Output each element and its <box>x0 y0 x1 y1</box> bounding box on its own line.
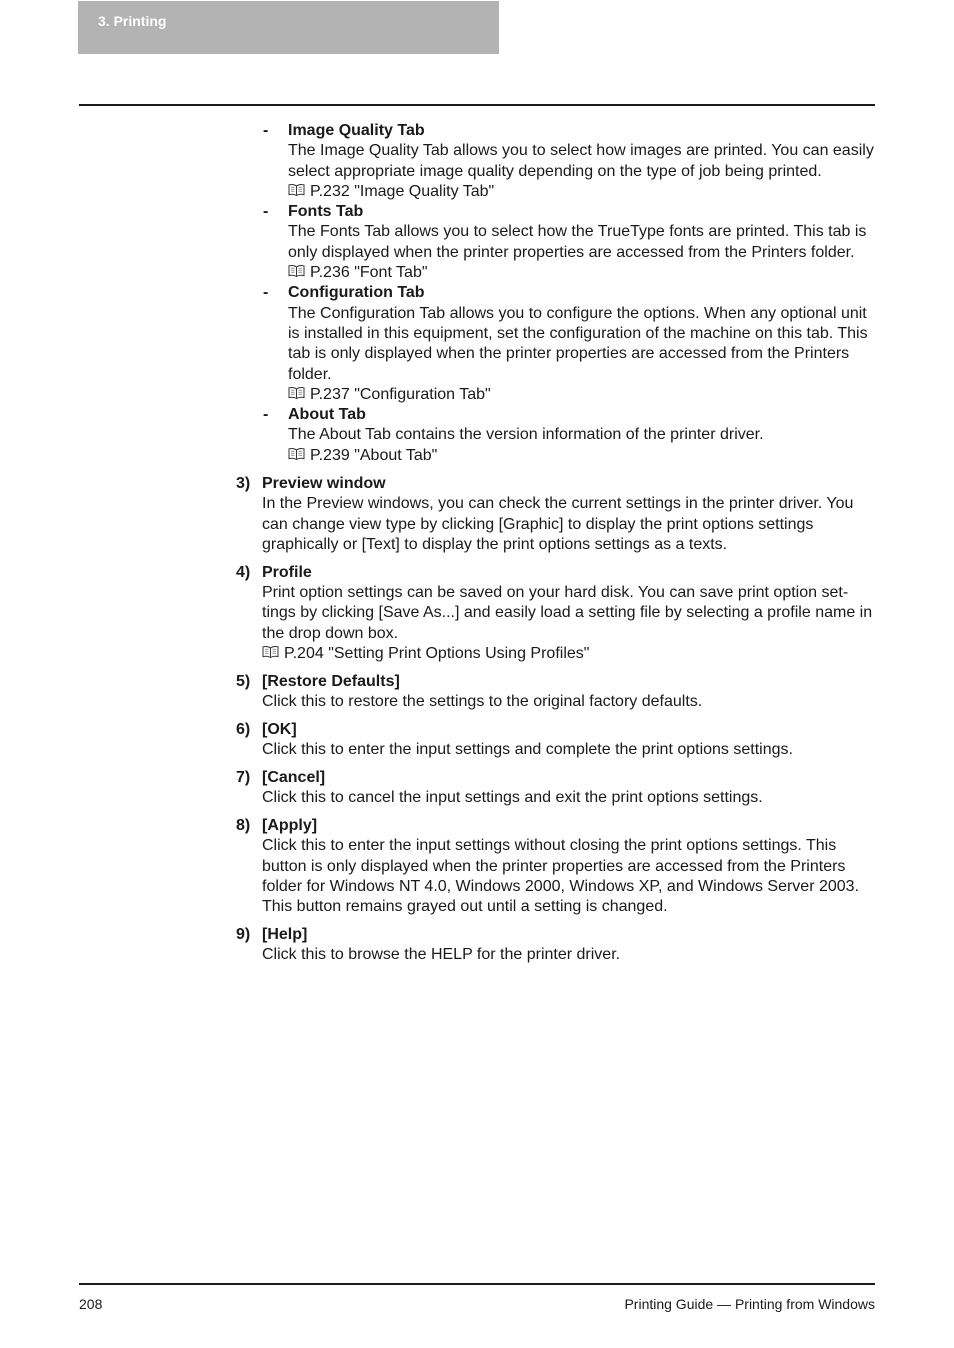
chapter-header-tab <box>78 1 499 54</box>
list-dash: - <box>263 203 269 221</box>
tab-item-about <box>262 405 874 466</box>
page-reference-text: P.237 "Configuration Tab" <box>310 385 491 403</box>
item-cancel <box>236 768 874 809</box>
item-help <box>236 925 874 966</box>
header-rule <box>79 104 875 106</box>
list-dash: - <box>263 284 269 302</box>
main-content <box>0 121 954 966</box>
page-reference[interactable] <box>288 446 874 466</box>
item-title: [Apply] <box>262 817 318 834</box>
item-profile <box>236 563 874 664</box>
page-reference-text: P.232 "Image Quality Tab" <box>310 182 495 200</box>
item-preview-window <box>236 474 874 555</box>
item-description: Click this to cancel the input settings and exit the print options settings. <box>262 789 763 807</box>
page-reference-text: P.239 "About Tab" <box>310 446 438 464</box>
page-reference-text: P.236 "Font Tab" <box>310 264 428 282</box>
item-title: Profile <box>262 563 312 581</box>
item-description: Click this to enter the input settings without closing the print options settings. This button is only displayed when the printer properties are accessed from the Printers folder for Windows NT 4.0, Windows 2000, Windows XP, and Windows Server 2003. This button remains grayed out until a setting is changed. <box>262 837 860 916</box>
item-title: [Restore Defaults] <box>262 672 400 690</box>
item-description: Click this to browse the HELP for the printer driver. <box>262 946 621 964</box>
tab-item-description: The Configuration Tab allows you to configure the options. When any optional unit is installed in this equipment, set the configuration of the machine on this tab. This tab is only displayed when the printer properties are accessed from the Printers folder. <box>288 304 868 383</box>
page-reference[interactable] <box>262 644 874 664</box>
tab-item-title: Fonts Tab <box>288 203 364 221</box>
item-description: In the Preview windows, you can check the current settings in the printer driver. You can change view type by clicking [Graphic] to display the print options settings graphically or [Text] to display the print options settings as a texts. <box>262 495 854 553</box>
list-dash: - <box>263 122 269 139</box>
item-number: 6) <box>236 720 251 738</box>
item-apply <box>236 816 874 917</box>
footer-rule <box>79 1283 875 1285</box>
item-description: Click this to restore the settings to the original factory defaults. <box>262 693 703 711</box>
tab-item-title: Image Quality Tab <box>288 122 425 139</box>
page-reference[interactable] <box>288 385 874 405</box>
item-description: Print option settings can be saved on your hard disk. You can save print option set-tings by clicking [Save As...] and easily load a setting file by selecting a profile name in the drop down box. <box>262 584 873 642</box>
item-number: 9) <box>236 925 251 943</box>
book-reference-icon <box>288 386 306 399</box>
page-reference-text: P.204 "Setting Print Options Using Profiles" <box>284 644 590 662</box>
tab-item-description: The Fonts Tab allows you to select how the TrueType fonts are printed. This tab is only displayed when the printer properties are accessed from the Printers folder. <box>288 223 867 261</box>
tab-item-fonts <box>262 202 874 283</box>
page-number: 208 <box>79 1296 103 1312</box>
book-reference-icon <box>288 447 306 460</box>
page-reference[interactable] <box>288 182 874 202</box>
item-restore-defaults <box>236 672 874 713</box>
tab-item-title: About Tab <box>288 406 366 424</box>
item-number: 5) <box>236 672 251 690</box>
book-reference-icon <box>288 183 306 196</box>
tab-item-description: The Image Quality Tab allows you to select how images are printed. You can easily select appropriate image quality depending on the type of job being printed. <box>288 142 874 180</box>
list-dash: - <box>263 406 269 424</box>
item-title: [Cancel] <box>262 768 326 786</box>
tab-item-image-quality <box>262 121 874 202</box>
item-description: Click this to enter the input settings and complete the print options settings. <box>262 741 793 759</box>
item-number: 8) <box>236 817 251 834</box>
item-ok <box>236 720 874 761</box>
footer-title: Printing Guide — Printing from Windows <box>624 1296 875 1312</box>
item-number: 3) <box>236 475 251 493</box>
page-reference[interactable] <box>288 263 874 283</box>
item-title: [OK] <box>262 720 297 738</box>
item-title: Preview window <box>262 475 386 493</box>
book-reference-icon <box>288 264 306 277</box>
tab-item-title: Configuration Tab <box>288 284 425 302</box>
tab-item-description: The About Tab contains the version information of the printer driver. <box>288 426 764 444</box>
book-reference-icon <box>262 645 280 658</box>
chapter-title: 3. Printing <box>98 13 167 29</box>
item-number: 7) <box>236 768 251 786</box>
item-number: 4) <box>236 563 251 581</box>
tab-item-configuration <box>262 283 874 405</box>
item-title: [Help] <box>262 925 308 943</box>
